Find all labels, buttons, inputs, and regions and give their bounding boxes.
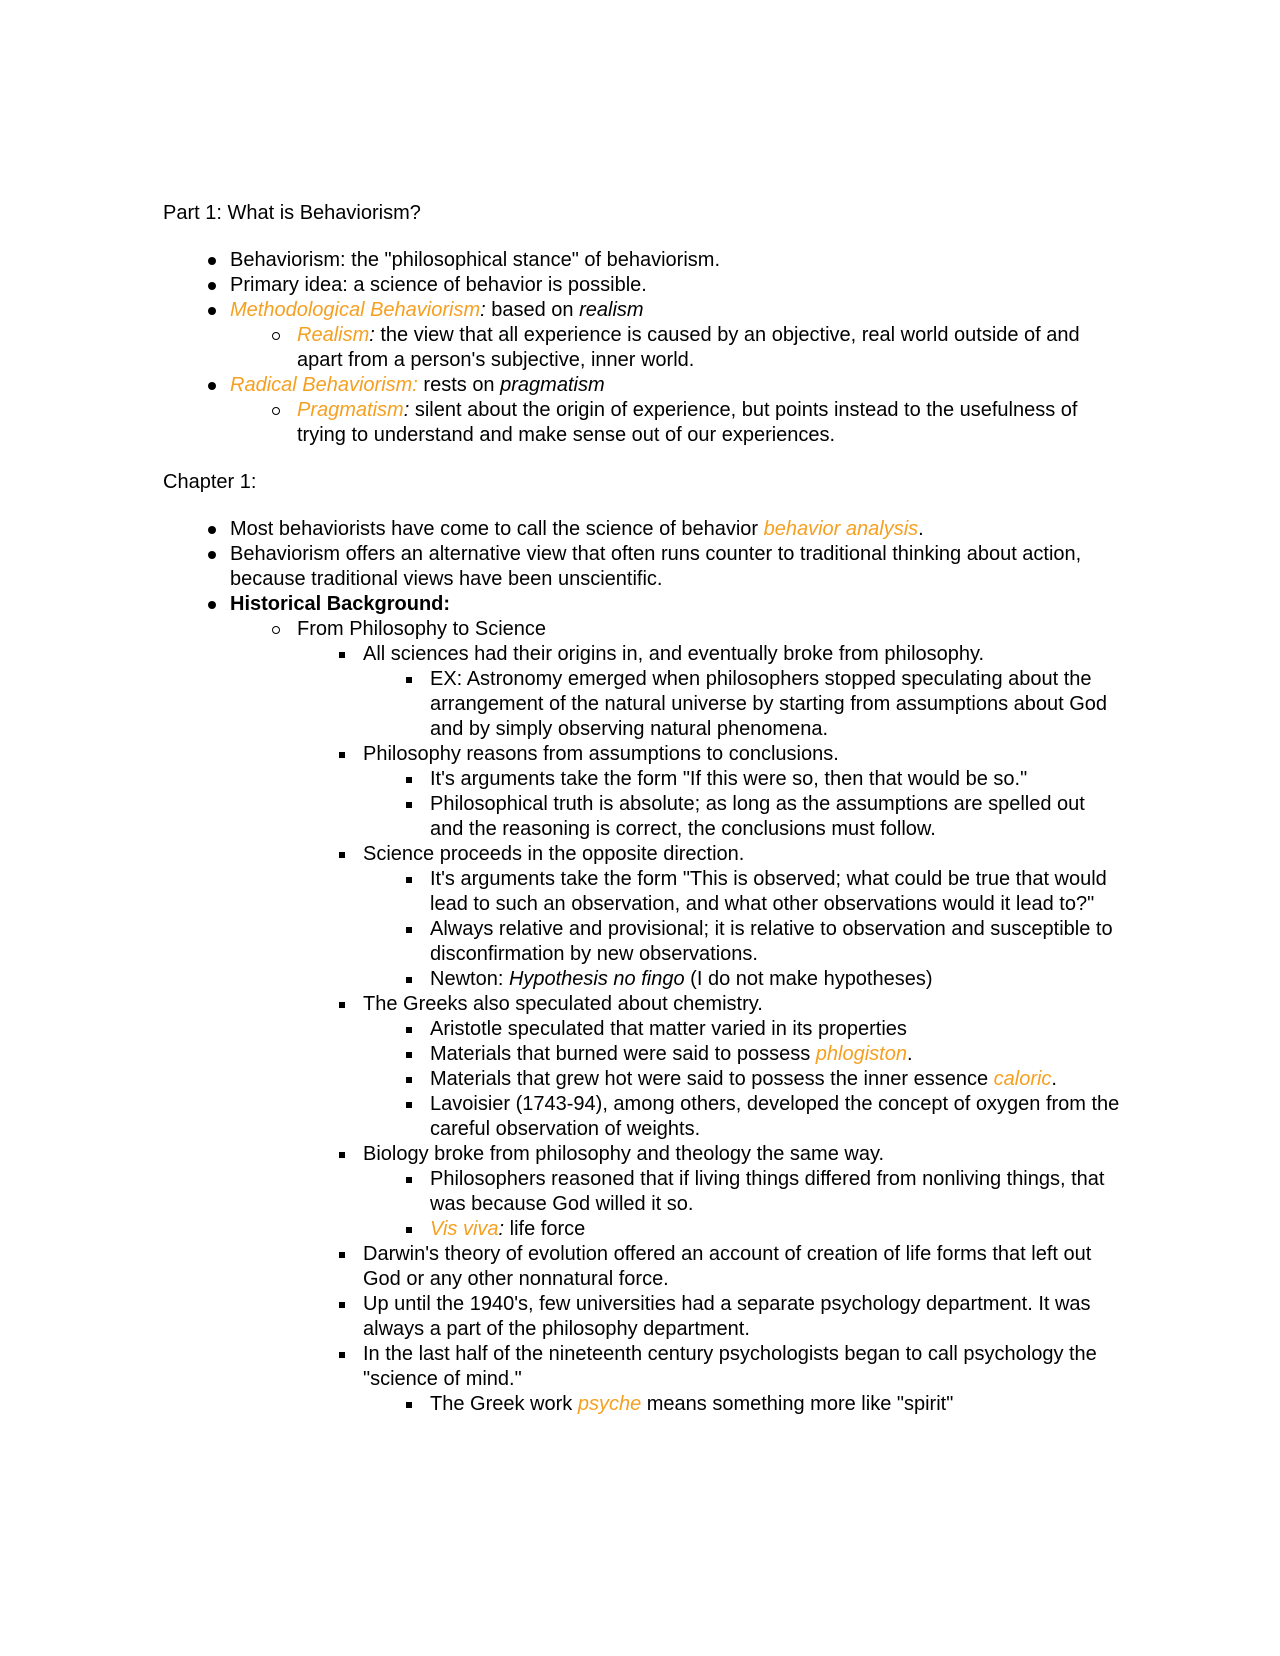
list-item xyxy=(163,592,1123,617)
bullet-square-icon xyxy=(339,652,345,658)
highlighted-term: psyche xyxy=(577,1393,642,1415)
list-item: Behaviorism offers an alternative view that often runs counter to traditional thinking about action, because traditional views have been unscientific. xyxy=(163,542,1123,592)
bullet-square-icon xyxy=(406,877,412,883)
chapter1-list xyxy=(163,517,1123,1417)
bullet-disc-icon xyxy=(208,601,216,609)
bullet-square-icon xyxy=(406,1402,412,1408)
list-item: Philosophy reasons from assumptions to conclusions. xyxy=(163,742,1123,767)
bullet-square-icon xyxy=(406,1027,412,1033)
bullet-square-icon xyxy=(406,777,412,783)
list-item: Newton: Hypothesis no fingo (I do not make hypotheses) xyxy=(163,967,1123,992)
bullet-disc-icon xyxy=(208,382,216,390)
highlighted-term: Vis viva xyxy=(430,1218,499,1240)
bullet-square-icon xyxy=(406,1102,412,1108)
bullet-circle-icon xyxy=(272,626,280,634)
bullet-disc-icon xyxy=(208,307,216,315)
highlighted-term: caloric xyxy=(993,1068,1052,1090)
list-item: Aristotle speculated that matter varied in its properties xyxy=(163,1017,1123,1042)
list-item: Always relative and provisional; it is relative to observation and susceptible to disconfirmation by new observations. xyxy=(163,917,1123,967)
part1-list xyxy=(163,248,1123,448)
list-item: Materials that burned were said to possess phlogiston. xyxy=(163,1042,1123,1067)
list-item: Materials that grew hot were said to possess the inner essence caloric. xyxy=(163,1067,1123,1092)
document-content xyxy=(163,201,1123,1417)
list-item: From Philosophy to Science xyxy=(163,617,1123,642)
bullet-circle-icon xyxy=(272,407,280,415)
list-item: Lavoisier (1743-94), among others, developed the concept of oxygen from the careful observation of weights. xyxy=(163,1092,1123,1142)
list-item: Pragmatism: silent about the origin of experience, but points instead to the usefulness of trying to understand and make sense out of our experiences. xyxy=(163,398,1123,448)
list-item: Most behaviorists have come to call the science of behavior behavior analysis. xyxy=(163,517,1123,542)
highlighted-term: Pragmatism xyxy=(297,399,404,421)
bullet-square-icon xyxy=(339,1302,345,1308)
list-item: Up until the 1940's, few universities had a separate psychology department. It was always a part of the philosophy department. xyxy=(163,1292,1123,1342)
list-item: All sciences had their origins in, and eventually broke from philosophy. xyxy=(163,642,1123,667)
highlighted-term: phlogiston xyxy=(815,1043,907,1065)
bullet-circle-icon xyxy=(272,332,280,340)
part1-title: Part 1: What is Behaviorism? xyxy=(163,202,421,224)
list-item: Primary idea: a science of behavior is possible. xyxy=(163,273,1123,298)
bullet-disc-icon xyxy=(208,257,216,265)
list-item: In the last half of the nineteenth century psychologists began to call psychology the "science of mind." xyxy=(163,1342,1123,1392)
bullet-disc-icon xyxy=(208,551,216,559)
list-item: It's arguments take the form "This is observed; what could be true that would lead to such an observation, and what other observations would it lead to?" xyxy=(163,867,1123,917)
bullet-square-icon xyxy=(406,1227,412,1233)
list-item: EX: Astronomy emerged when philosophers stopped speculating about the arrangement of the natural universe by starting from assumptions about God and by simply observing natural phenomena. xyxy=(163,667,1123,742)
list-item: The Greek work psyche means something more like "spirit" xyxy=(163,1392,1123,1417)
bullet-square-icon xyxy=(406,927,412,933)
highlighted-term: Realism xyxy=(297,324,370,346)
list-item: Radical Behaviorism: rests on pragmatism xyxy=(163,373,1123,398)
list-item: Philosophical truth is absolute; as long as the assumptions are spelled out and the reasoning is correct, the conclusions must follow. xyxy=(163,792,1123,842)
bullet-square-icon xyxy=(406,1077,412,1083)
list-item: It's arguments take the form "If this were so, then that would be so." xyxy=(163,767,1123,792)
list-item: Philosophers reasoned that if living things differed from nonliving things, that was because God willed it so. xyxy=(163,1167,1123,1217)
highlighted-term: Radical Behaviorism: xyxy=(230,374,418,396)
bullet-disc-icon xyxy=(208,282,216,290)
chapter1-title: Chapter 1: xyxy=(163,471,257,493)
bullet-square-icon xyxy=(406,802,412,808)
bullet-square-icon xyxy=(339,1352,345,1358)
list-item: Behaviorism: the "philosophical stance" of behaviorism. xyxy=(163,248,1123,273)
bullet-square-icon xyxy=(406,677,412,683)
highlighted-term: behavior analysis xyxy=(763,518,919,540)
bullet-square-icon xyxy=(406,977,412,983)
list-item: Science proceeds in the opposite direction. xyxy=(163,842,1123,867)
list-item: Vis viva: life force xyxy=(163,1217,1123,1242)
list-item: Realism: the view that all experience is caused by an objective, real world outside of and apart from a person's subjective, inner world. xyxy=(163,323,1123,373)
bullet-square-icon xyxy=(339,1002,345,1008)
bullet-square-icon xyxy=(406,1052,412,1058)
section-heading: Historical Background: xyxy=(230,593,451,615)
highlighted-term: Methodological Behaviorism xyxy=(230,299,481,321)
bullet-square-icon xyxy=(339,1252,345,1258)
bullet-disc-icon xyxy=(208,526,216,534)
bullet-square-icon xyxy=(339,1152,345,1158)
list-item: Biology broke from philosophy and theology the same way. xyxy=(163,1142,1123,1167)
list-item: Methodological Behaviorism: based on realism xyxy=(163,298,1123,323)
list-item: Darwin's theory of evolution offered an account of creation of life forms that left out God or any other nonnatural force. xyxy=(163,1242,1123,1292)
bullet-square-icon xyxy=(406,1177,412,1183)
bullet-square-icon xyxy=(339,752,345,758)
bullet-square-icon xyxy=(339,852,345,858)
list-item: The Greeks also speculated about chemistry. xyxy=(163,992,1123,1017)
